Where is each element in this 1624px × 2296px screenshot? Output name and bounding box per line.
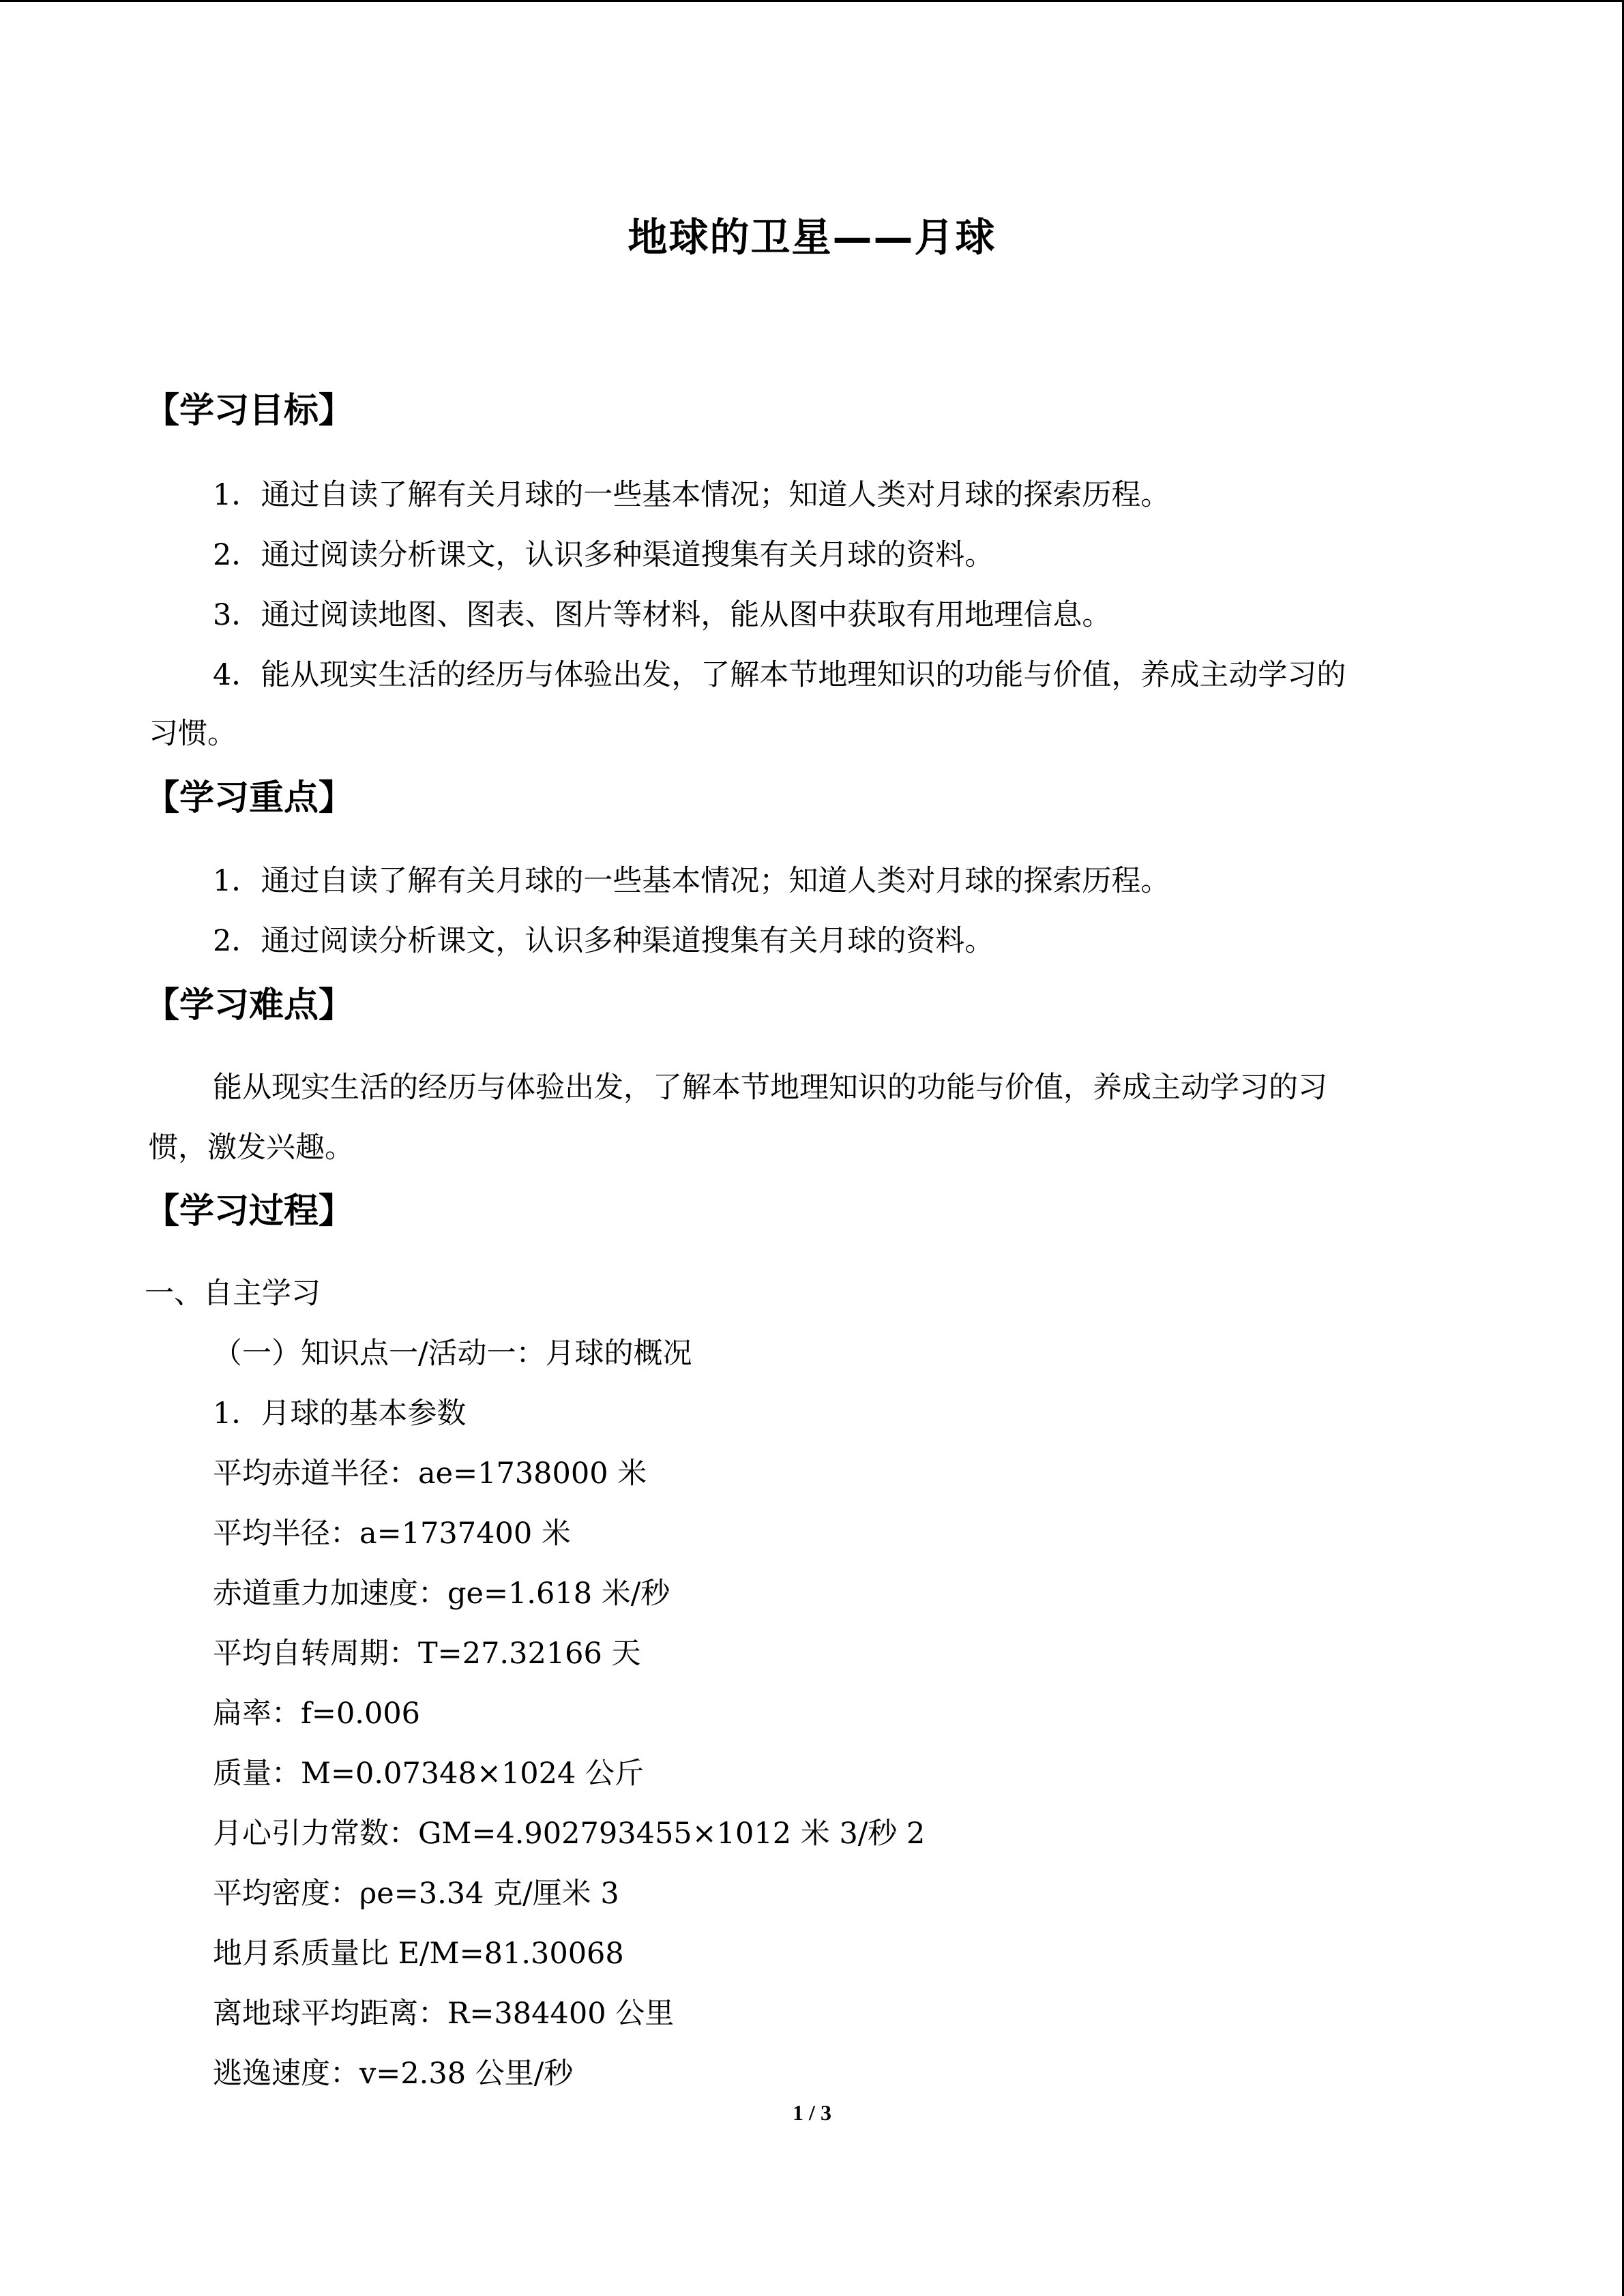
key-point-item-1: 1．通过自读了解有关月球的一些基本情况；知道人类对月球的探索历程。 [213,864,1170,898]
objective-item-3: 3．通过阅读地图、图表、图片等材料，能从图中获取有用地理信息。 [213,598,1112,632]
document-title: 地球的卫星——月球 [628,214,996,260]
section-heading-key-points: 【学习重点】 [145,778,354,818]
param-rotation-period: 平均自转周期：T=27.32166 天 [213,1637,641,1671]
difficulty-item-1: 能从现实生活的经历与体验出发，了解本节地理知识的功能与价值，养成主动学习的习 [213,1071,1327,1105]
param-gravity: 赤道重力加速度：ge=1.618 米/秒 [213,1577,670,1611]
param-distance: 离地球平均距离：R=384400 公里 [213,1997,675,2031]
section-heading-process: 【学习过程】 [145,1191,354,1232]
param-mass-ratio: 地月系质量比 E/M=81.30068 [213,1937,624,1971]
process-subheading-basic-params: 1．月球的基本参数 [213,1397,467,1431]
objective-item-1: 1．通过自读了解有关月球的一些基本情况；知道人类对月球的探索历程。 [213,478,1170,512]
param-mass: 质量：M=0.07348×1024 公斤 [213,1757,645,1791]
param-escape-velocity: 逃逸速度：v=2.38 公里/秒 [213,2057,574,2091]
param-gm: 月心引力常数：GM=4.902793455×1012 米 3/秒 2 [213,1817,926,1851]
objective-item-4-cont: 习惯。 [149,717,237,751]
process-subheading-self-study: 一、自主学习 [145,1277,321,1311]
key-point-item-2: 2．通过阅读分析课文，认识多种渠道搜集有关月球的资料。 [213,924,994,958]
difficulty-item-1-cont: 惯，激发兴趣。 [149,1131,354,1165]
param-mean-radius: 平均半径：a=1737400 米 [213,1517,571,1551]
section-heading-difficulties: 【学习难点】 [145,985,354,1026]
process-subheading-knowledge-point: （一）知识点一/活动一：月球的概况 [213,1337,692,1371]
page-border-top [0,0,1624,2]
objective-item-2: 2．通过阅读分析课文，认识多种渠道搜集有关月球的资料。 [213,538,994,572]
section-heading-objectives: 【学习目标】 [145,391,354,431]
param-flattening: 扁率：f=0.006 [213,1697,421,1731]
objective-item-4: 4．能从现实生活的经历与体验出发，了解本节地理知识的功能与价值，养成主动学习的 [213,658,1346,692]
param-equatorial-radius: 平均赤道半径：ae=1738000 米 [213,1457,647,1491]
param-density: 平均密度：ρe=3.34 克/厘米 3 [213,1877,619,1911]
page-number: 1 / 3 [793,2100,831,2125]
